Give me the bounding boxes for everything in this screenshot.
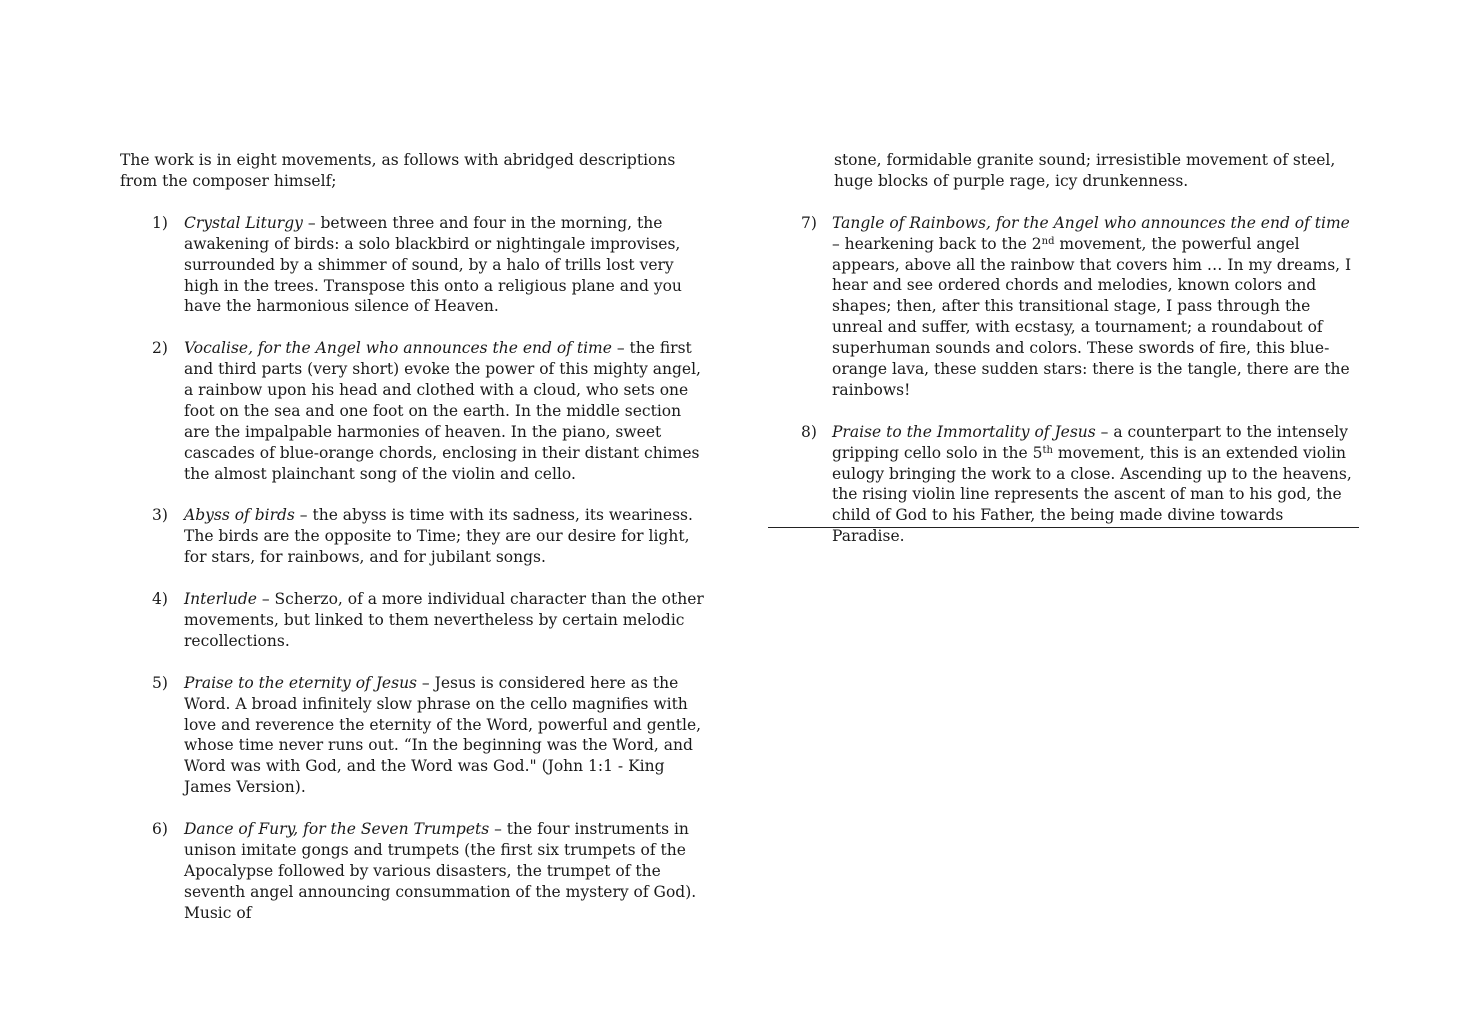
movement-6-continuation: stone, formidable granite sound; irresistible movement of steel, huge blocks of purple rage, icy drunkenness. <box>834 151 1336 190</box>
movement-description: – between three and four in the morning, the awakening of birds: a solo blackbird or nightingale improvises, surrounded by a shimmer of sound, by a halo of trills lost very high in the trees. Transpose this onto a religious plane and you have the harmonious silence of Heaven. <box>184 213 682 316</box>
movement-number: 7) <box>801 213 817 232</box>
movement-description: – the first and third parts (very short) evoke the power of this mighty angel, a rainbow upon his head and clothed with a cloud, who sets one foot on the sea and one foot on the earth. In the middle section are the impalpable harmonies of heaven. In the piano, sweet cascades of blue-orange chords, enclosing in their distant chimes the almost plainchant song of the violin and cello. <box>184 339 701 483</box>
movement-description-cont: movement, this is an extended violin eulogy bringing the work to a close. Ascending up to the heavens, the rising violin line represents the ascent of man to his god, the child of God to his Father, the being made divine towards Paradise. <box>832 443 1352 546</box>
movement-description: – Scherzo, of a more individual character than the other movements, but linked to them nevertheless by certain melodic recollections. <box>184 590 704 650</box>
horizontal-divider <box>768 527 1359 528</box>
movement-1 <box>120 213 710 318</box>
movement-title: Praise to the eternity of Jesus <box>184 673 417 692</box>
movement-4 <box>120 589 710 652</box>
movement-2 <box>120 338 710 484</box>
movement-title: Abyss of birds <box>184 506 295 525</box>
movement-title: Interlude <box>184 590 257 609</box>
movement-5 <box>120 673 710 798</box>
movement-description: – the four instruments in unison imitate gongs and trumpets (the first six trumpets of the Apocalypse followed by various disasters, the trumpet of the seventh angel announcing consummation of the mystery of God). Music of <box>184 820 697 922</box>
movement-title: Vocalise, for the Angel who announces the end of time <box>184 339 612 358</box>
movement-8 <box>768 422 1360 547</box>
right-column <box>768 150 1360 568</box>
left-column <box>120 150 710 944</box>
movement-number: 4) <box>152 590 168 609</box>
ordinal-suffix: nd <box>1041 235 1055 247</box>
intro-paragraph: The work is in eight movements, as follows with abridged descriptions from the composer himself; <box>120 151 676 190</box>
movement-number: 8) <box>801 422 817 441</box>
movement-title: Dance of Fury, for the Seven Trumpets <box>184 820 490 839</box>
movement-title: Crystal Liturgy <box>184 213 303 232</box>
movement-number: 6) <box>152 820 168 839</box>
movement-number: 5) <box>152 673 168 692</box>
movement-description: – Jesus is considered here as the Word. A broad infinitely slow phrase on the cello magnifies with love and reverence the eternity of the Word, powerful and gentle, whose time never runs out. “In the beginning was the Word, and Word was with God, and the Word was God." (John 1:1 - King James Version). <box>184 673 702 797</box>
movement-number: 1) <box>152 213 168 232</box>
movement-description: – a counterpart to the intensely gripping cello solo in the 5 <box>832 422 1348 462</box>
movement-number: 3) <box>152 506 168 525</box>
movement-7 <box>768 213 1360 401</box>
movement-description: – the abyss is time with its sadness, its weariness. The birds are the opposite to Time; they are our desire for light, for stars, for rainbows, and for jubilant songs. <box>184 506 693 567</box>
movement-description-cont: movement, the powerful angel appears, above all the rainbow that covers him … In my dreams, I hear and see ordered chords and melodies, known colors and shapes; then, after this transitional stage, I pass through the unreal and suffer, with ecstasy, a tournament; a roundabout of superhuman sounds and colors. These swords of fire, this blue-orange lava, these sudden stars: there is the tangle, there are the rainbows! <box>832 234 1352 399</box>
movement-title: Tangle of Rainbows, for the Angel who announces the end of time <box>832 213 1350 232</box>
movement-6 <box>120 819 710 924</box>
ordinal-suffix: th <box>1042 444 1053 456</box>
movement-3 <box>120 505 710 568</box>
movement-number: 2) <box>152 339 168 358</box>
movement-title: Praise to the Immortality of Jesus <box>832 422 1096 441</box>
movement-description: – hearkening back to the 2 <box>832 234 1042 253</box>
